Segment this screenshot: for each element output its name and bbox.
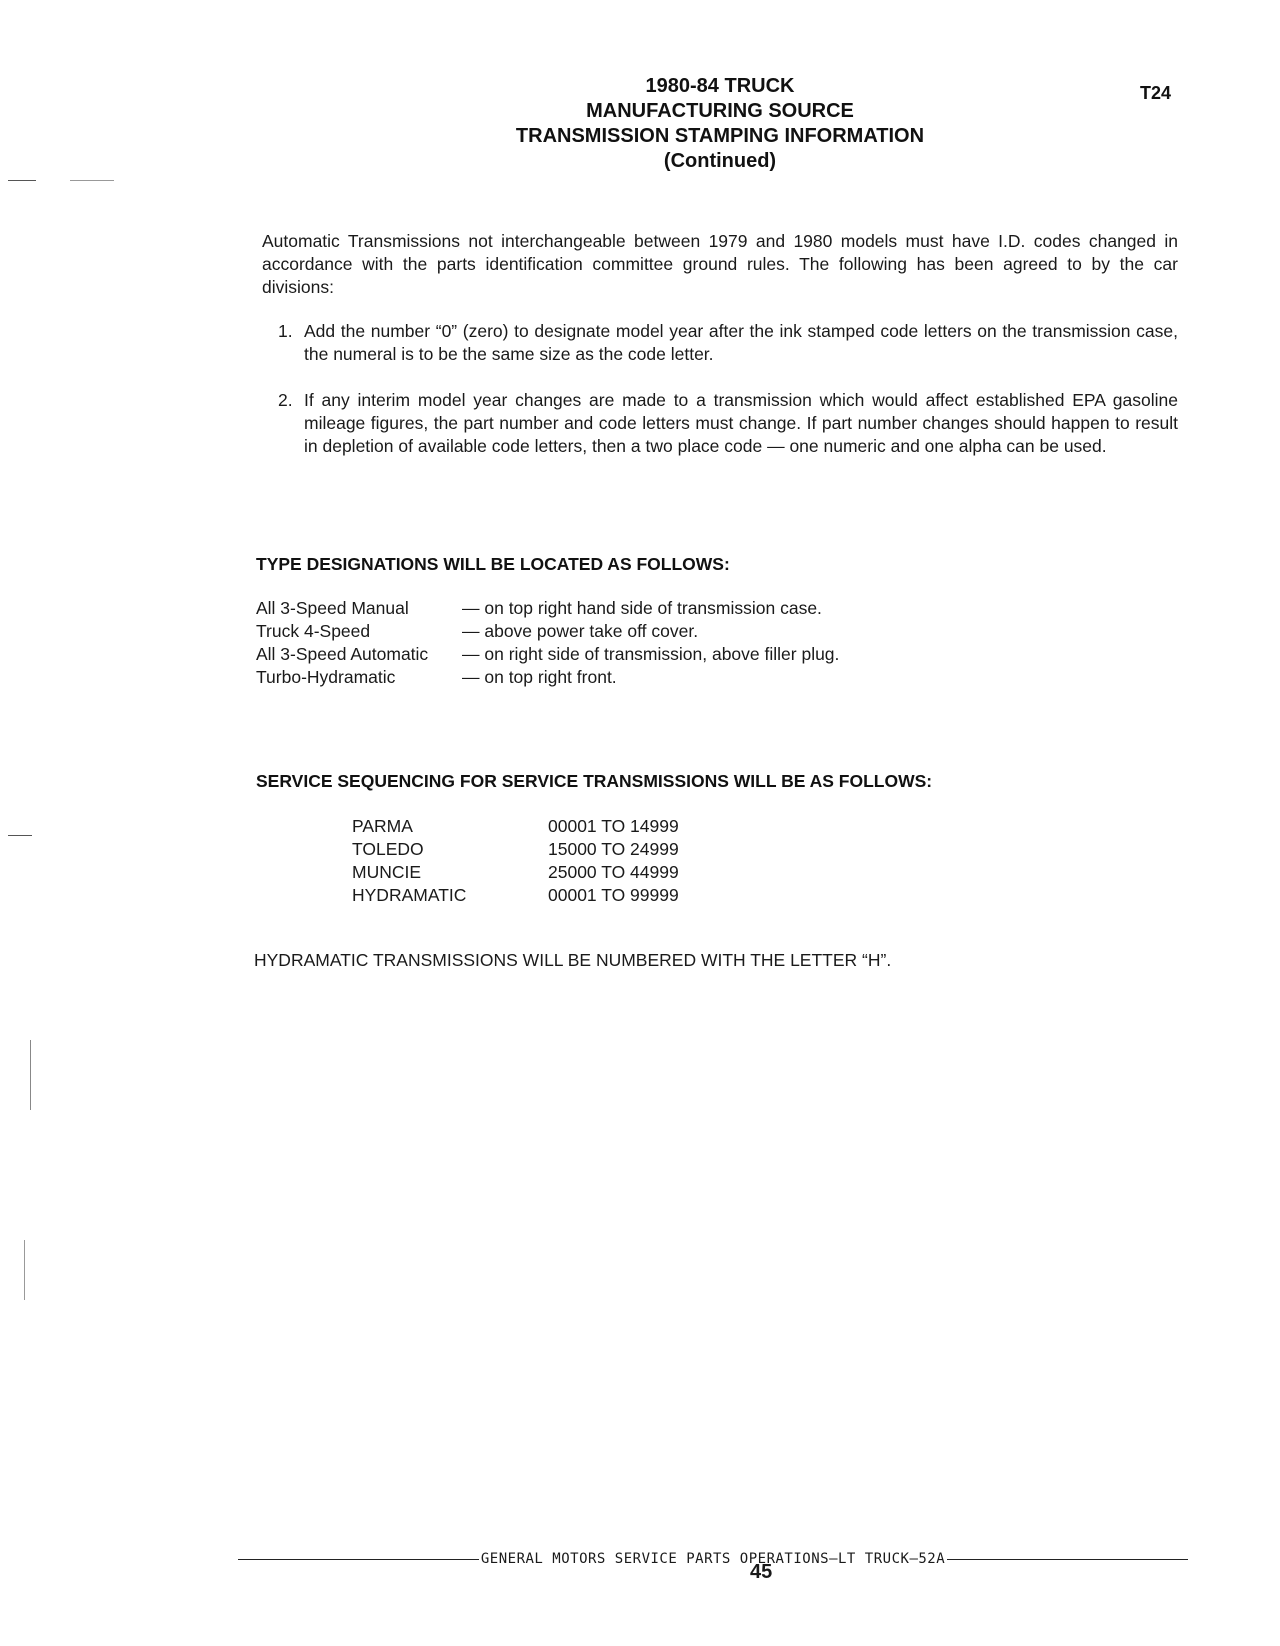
page-title (440, 74, 1000, 174)
title-line: MANUFACTURING SOURCE (586, 100, 854, 122)
serial-range: 15000 TO 24999 (548, 839, 679, 859)
scan-mark (70, 180, 114, 181)
list-text: Add the number “0” (zero) to designate model year after the ink stamped code letters on the transmission case, the numeral is to be the same size as the code letter. (304, 321, 1178, 364)
plant-name: MUNCIE (352, 862, 422, 882)
footer-rule (947, 1559, 1188, 1560)
type-designations-table (256, 597, 839, 689)
scan-mark (30, 1040, 31, 1110)
table-row (256, 597, 839, 620)
transmission-type: Turbo-Hydramatic (256, 667, 396, 687)
footer-rule (238, 1559, 479, 1560)
transmission-type: All 3-Speed Manual (256, 598, 409, 618)
plant-name: HYDRAMATIC (352, 885, 467, 905)
list-text: If any interim model year changes are made to a transmission which would affect established EPA gasoline mileage figures, the part number and code letters must change. If part number changes should happen to result in depletion of available code letters, then a two place code — one numeric and one alpha can be used. (304, 390, 1178, 456)
intro-paragraph: Automatic Transmissions not interchangeable between 1979 and 1980 models must have I.D. codes changed in accordance with the parts identification committee ground rules. The following has been agreed to by the car divisions: (262, 231, 1178, 297)
service-sequencing-heading: SERVICE SEQUENCING FOR SERVICE TRANSMISSIONS WILL BE AS FOLLOWS: (256, 771, 933, 791)
page-code: T24 (1140, 83, 1172, 103)
transmission-type: Truck 4-Speed (256, 621, 371, 641)
plant-name: TOLEDO (352, 839, 424, 859)
title-line: 1980-84 TRUCK (645, 75, 795, 97)
serial-range: 00001 TO 99999 (548, 885, 679, 905)
service-sequencing-table (352, 815, 679, 907)
footer-text: GENERAL MOTORS SERVICE PARTS OPERATIONS—LT TRUCK—52A (480, 1551, 946, 1567)
list-item (278, 389, 1178, 458)
table-row (352, 884, 679, 907)
list-number: 1. (278, 321, 293, 341)
table-row (352, 815, 679, 838)
list-number: 2. (278, 390, 293, 410)
stamp-location: — on right side of transmission, above filler plug. (462, 644, 840, 664)
table-row (256, 666, 839, 689)
transmission-type: All 3-Speed Automatic (256, 644, 429, 664)
hydramatic-note: HYDRAMATIC TRANSMISSIONS WILL BE NUMBERED WITH THE LETTER “H”. (254, 950, 892, 970)
title-line: TRANSMISSION STAMPING INFORMATION (515, 125, 925, 147)
table-row (352, 838, 679, 861)
serial-range: 00001 TO 14999 (548, 816, 679, 836)
table-row (352, 861, 679, 884)
table-row (256, 620, 839, 643)
footer (238, 1551, 1188, 1567)
title-line: (Continued) (663, 150, 777, 172)
stamp-location: — above power take off cover. (462, 621, 699, 641)
scan-mark (8, 180, 36, 181)
page-number: 45 (750, 1561, 773, 1583)
table-row (256, 643, 839, 666)
scan-mark (8, 835, 32, 836)
plant-name: PARMA (352, 816, 413, 836)
rules-list (278, 320, 1178, 481)
serial-range: 25000 TO 44999 (548, 862, 679, 882)
stamp-location: — on top right hand side of transmission case. (462, 598, 822, 618)
scan-mark (24, 1240, 25, 1300)
type-designations-heading: TYPE DESIGNATIONS WILL BE LOCATED AS FOLLOWS: (256, 554, 730, 574)
list-item (278, 320, 1178, 366)
stamp-location: — on top right front. (462, 667, 617, 687)
